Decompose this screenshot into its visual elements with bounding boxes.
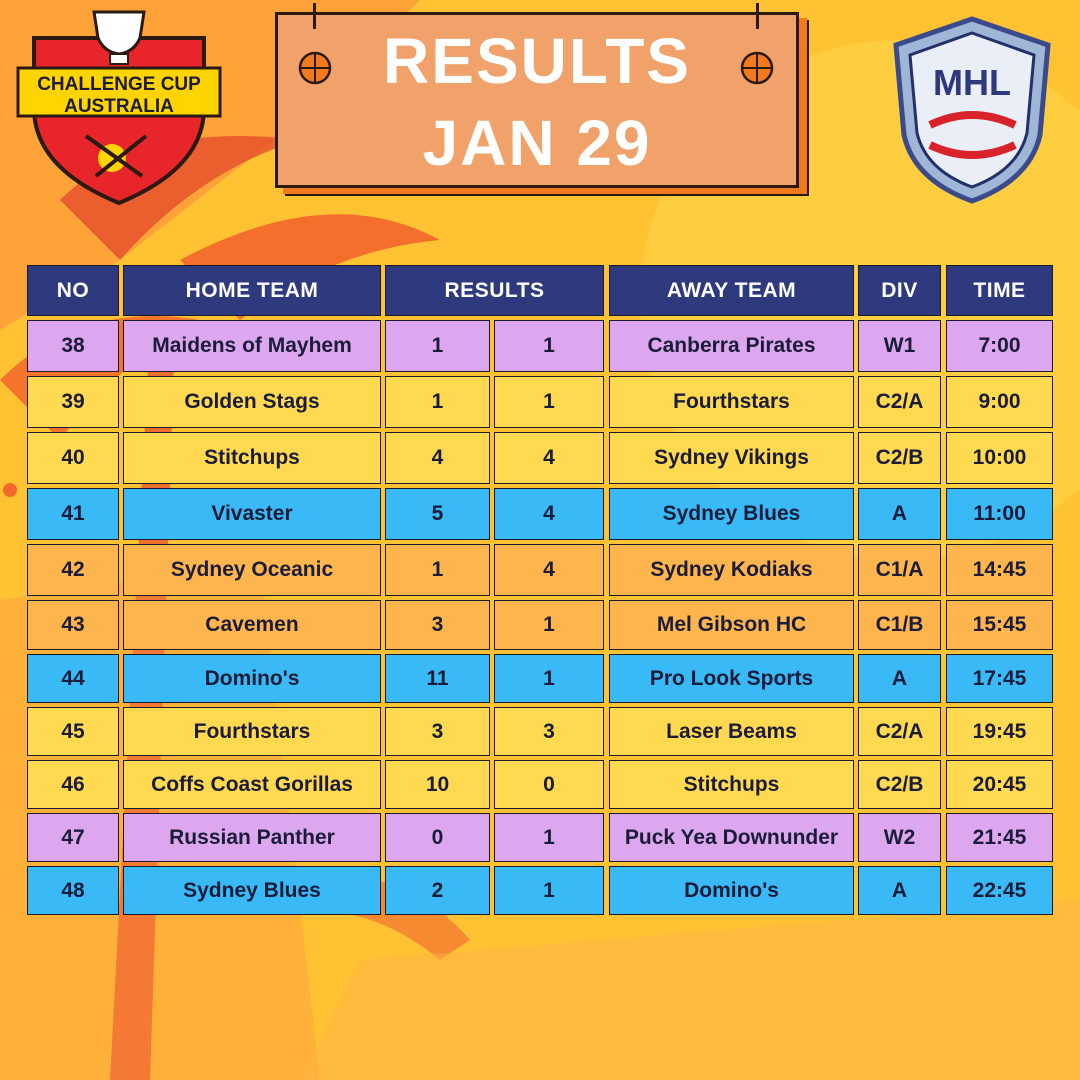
row-number-cell: 42 — [27, 544, 119, 596]
home-score-cell: 0 — [385, 813, 490, 862]
mhl-shield-emblem — [890, 15, 1055, 205]
row-number-cell: 40 — [27, 432, 119, 484]
division-cell: C2/B — [858, 760, 941, 809]
row-number-cell: 39 — [27, 376, 119, 428]
home-score-cell: 5 — [385, 488, 490, 540]
header-away-team: AWAY TEAM — [609, 265, 854, 316]
away-score-cell: 1 — [494, 376, 604, 428]
page-title: RESULTS — [383, 25, 691, 97]
division-cell: A — [858, 488, 941, 540]
match-time-cell: 17:45 — [946, 654, 1053, 703]
home-score-cell: 1 — [385, 376, 490, 428]
match-time-cell: 7:00 — [946, 320, 1053, 372]
away-team-cell: Fourthstars — [609, 376, 854, 428]
match-time-cell: 19:45 — [946, 707, 1053, 756]
division-cell: A — [858, 866, 941, 915]
home-team-cell: Maidens of Mayhem — [123, 320, 381, 372]
match-time-cell: 9:00 — [946, 376, 1053, 428]
away-team-cell: Sydney Kodiaks — [609, 544, 854, 596]
division-cell: C2/A — [858, 376, 941, 428]
division-cell: C1/A — [858, 544, 941, 596]
page-date: JAN 29 — [422, 107, 652, 179]
division-cell: A — [858, 654, 941, 703]
away-score-cell: 0 — [494, 760, 604, 809]
division-cell: W2 — [858, 813, 941, 862]
home-team-cell: Domino's — [123, 654, 381, 703]
away-team-cell: Sydney Vikings — [609, 432, 854, 484]
home-team-cell: Coffs Coast Gorillas — [123, 760, 381, 809]
away-team-cell: Pro Look Sports — [609, 654, 854, 703]
home-score-cell: 3 — [385, 600, 490, 650]
match-time-cell: 11:00 — [946, 488, 1053, 540]
header-results: RESULTS — [385, 265, 604, 316]
away-score-cell: 1 — [494, 866, 604, 915]
hanging-string — [313, 3, 316, 29]
basketball-icon — [740, 51, 774, 85]
away-team-cell: Domino's — [609, 866, 854, 915]
away-team-cell: Laser Beams — [609, 707, 854, 756]
row-number-cell: 48 — [27, 866, 119, 915]
away-team-cell: Stitchups — [609, 760, 854, 809]
home-score-cell: 10 — [385, 760, 490, 809]
logo-line1: CHALLENGE CUP — [37, 74, 201, 95]
away-score-cell: 1 — [494, 600, 604, 650]
home-score-cell: 11 — [385, 654, 490, 703]
basketball-icon — [298, 51, 332, 85]
home-score-cell: 3 — [385, 707, 490, 756]
division-cell: W1 — [858, 320, 941, 372]
home-team-cell: Sydney Oceanic — [123, 544, 381, 596]
home-score-cell: 1 — [385, 544, 490, 596]
away-score-cell: 1 — [494, 320, 604, 372]
away-score-cell: 4 — [494, 488, 604, 540]
home-team-cell: Fourthstars — [123, 707, 381, 756]
row-number-cell: 44 — [27, 654, 119, 703]
away-score-cell: 1 — [494, 654, 604, 703]
home-score-cell: 4 — [385, 432, 490, 484]
row-number-cell: 38 — [27, 320, 119, 372]
header-div: DIV — [858, 265, 941, 316]
match-time-cell: 14:45 — [946, 544, 1053, 596]
away-score-cell: 4 — [494, 432, 604, 484]
hanging-string — [756, 3, 759, 29]
mhl-logo — [890, 15, 1055, 205]
row-number-cell: 41 — [27, 488, 119, 540]
away-score-cell: 1 — [494, 813, 604, 862]
match-time-cell: 21:45 — [946, 813, 1053, 862]
row-number-cell: 45 — [27, 707, 119, 756]
title-board — [275, 12, 799, 188]
match-time-cell: 15:45 — [946, 600, 1053, 650]
away-score-cell: 4 — [494, 544, 604, 596]
home-team-cell: Vivaster — [123, 488, 381, 540]
division-cell: C1/B — [858, 600, 941, 650]
division-cell: C2/A — [858, 707, 941, 756]
match-time-cell: 10:00 — [946, 432, 1053, 484]
home-team-cell: Sydney Blues — [123, 866, 381, 915]
home-team-cell: Golden Stags — [123, 376, 381, 428]
away-team-cell: Sydney Blues — [609, 488, 854, 540]
challenge-cup-emblem — [14, 8, 224, 208]
home-team-cell: Stitchups — [123, 432, 381, 484]
away-team-cell: Mel Gibson HC — [609, 600, 854, 650]
match-time-cell: 22:45 — [946, 866, 1053, 915]
logo-line2: AUSTRALIA — [64, 96, 174, 117]
logo-mhl-text: MHL — [933, 62, 1011, 103]
home-score-cell: 2 — [385, 866, 490, 915]
home-team-cell: Cavemen — [123, 600, 381, 650]
away-score-cell: 3 — [494, 707, 604, 756]
challenge-cup-logo — [14, 8, 224, 208]
row-number-cell: 43 — [27, 600, 119, 650]
division-cell: C2/B — [858, 432, 941, 484]
header-no: NO — [27, 265, 119, 316]
header-time: TIME — [946, 265, 1053, 316]
home-score-cell: 1 — [385, 320, 490, 372]
row-number-cell: 47 — [27, 813, 119, 862]
away-team-cell: Puck Yea Downunder — [609, 813, 854, 862]
away-team-cell: Canberra Pirates — [609, 320, 854, 372]
home-team-cell: Russian Panther — [123, 813, 381, 862]
header-home-team: HOME TEAM — [123, 265, 381, 316]
row-number-cell: 46 — [27, 760, 119, 809]
match-time-cell: 20:45 — [946, 760, 1053, 809]
